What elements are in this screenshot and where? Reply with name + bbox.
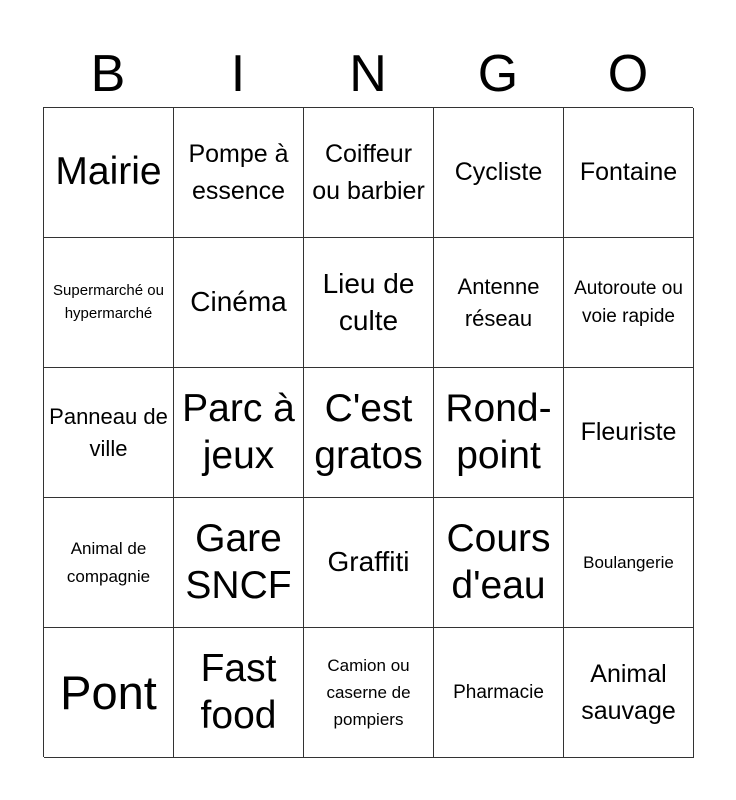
bingo-header — [43, 40, 693, 108]
bingo-cell[interactable]: Panneau de ville — [44, 368, 174, 498]
bingo-cell[interactable]: Gare SNCF — [174, 498, 304, 628]
header-letter-b: B — [90, 45, 126, 103]
bingo-cell[interactable]: Coiffeur ou barbier — [304, 108, 434, 238]
bingo-cell[interactable]: Graffiti — [304, 498, 434, 628]
bingo-cell[interactable]: Lieu de culte — [304, 238, 434, 368]
bingo-cell[interactable]: Autoroute ou voie rapide — [564, 238, 694, 368]
bingo-cell[interactable]: Fast food — [174, 628, 304, 758]
bingo-cell[interactable]: Pompe à essence — [174, 108, 304, 238]
bingo-cell[interactable]: Parc à jeux — [174, 368, 304, 498]
bingo-cell[interactable]: Boulangerie — [564, 498, 694, 628]
bingo-cell[interactable]: Camion ou caserne de pompiers — [304, 628, 434, 758]
header-letter-i: I — [230, 45, 246, 103]
bingo-grid — [43, 107, 693, 757]
bingo-cell[interactable]: Mairie — [44, 108, 174, 238]
bingo-cell[interactable]: C'est gratos — [304, 368, 434, 498]
bingo-cell[interactable]: Cinéma — [174, 238, 304, 368]
bingo-cell[interactable]: Animal sauvage — [564, 628, 694, 758]
bingo-cell[interactable]: Rond-point — [434, 368, 564, 498]
bingo-cell[interactable]: Pharmacie — [434, 628, 564, 758]
header-letter-g: G — [477, 45, 519, 103]
header-letter-o: O — [607, 45, 649, 103]
bingo-cell[interactable]: Animal de compagnie — [44, 498, 174, 628]
header-letter-n: N — [349, 45, 387, 103]
bingo-cell[interactable]: Antenne réseau — [434, 238, 564, 368]
bingo-cell[interactable]: Cours d'eau — [434, 498, 564, 628]
bingo-cell[interactable]: Pont — [44, 628, 174, 758]
bingo-cell[interactable]: Fleuriste — [564, 368, 694, 498]
bingo-cell[interactable]: Supermarché ou hypermarché — [44, 238, 174, 368]
bingo-cell[interactable]: Cycliste — [434, 108, 564, 238]
bingo-cell[interactable]: Fontaine — [564, 108, 694, 238]
